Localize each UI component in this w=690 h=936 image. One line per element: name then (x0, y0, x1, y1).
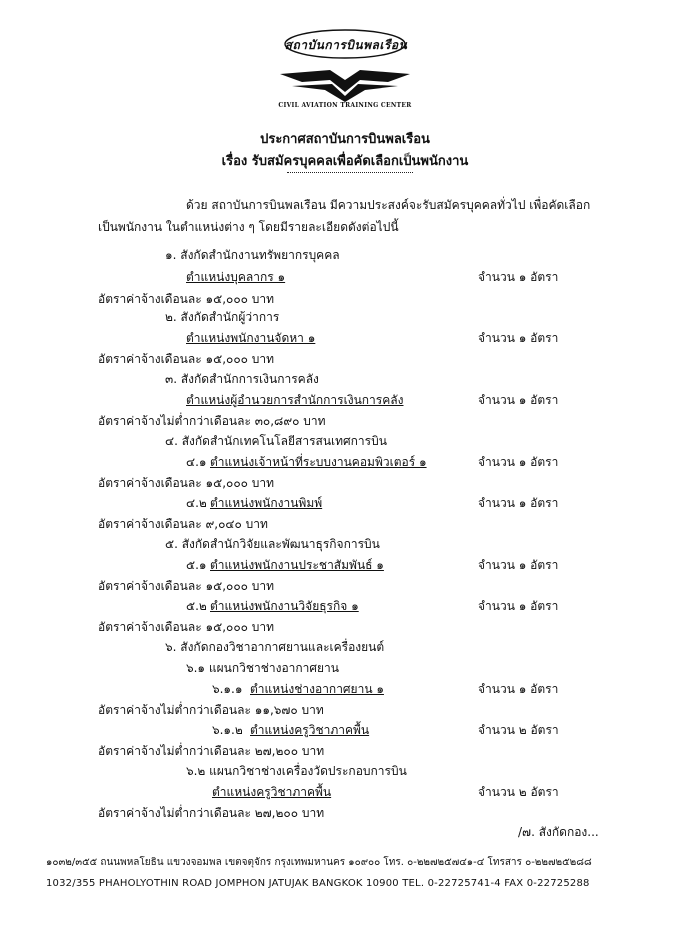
position-title: ตำแหน่งพนักงานจัดหา ๑ (186, 331, 316, 345)
logo-english-name: CIVIL AVIATION TRAINING CENTER (278, 102, 412, 109)
wage-text: อัตราค่าจ้างไม่ต่ำกว่าเดือนละ ๓๐,๘๙๐ บาท (98, 414, 326, 428)
section-heading: ๒. สังกัดสำนักผู้ว่าการ (165, 310, 280, 324)
section-6-1-division-row (0, 659, 690, 679)
wage-text: อัตราค่าจ้างเดือนละ ๑๕,๐๐๐ บาท (98, 292, 275, 306)
wage-text: อัตราค่าจ้างไม่ต่ำกว่าเดือนละ ๒๗,๒๐๐ บาท (98, 744, 325, 758)
position-title: ตำแหน่งพนักงานพิมพ์ (210, 496, 323, 510)
section-5-1-wage-row (0, 577, 690, 597)
section-3-position-row (0, 391, 690, 411)
section-3-wage-row (0, 412, 690, 432)
position-count: จำนวน ๒ อัตรา (478, 785, 559, 799)
wage-text: อัตราค่าจ้างเดือนละ ๙,๐๔๐ บาท (98, 517, 268, 531)
section-2-position-row (0, 329, 690, 349)
section-heading: ๓. สังกัดสำนักการเงินการคลัง (165, 372, 319, 386)
position-number: ๕.๑ (186, 558, 207, 572)
section-5-1-position-row (0, 556, 690, 576)
section-6-1-1-position-row (0, 680, 690, 700)
wage-text: อัตราค่าจ้างไม่ต่ำกว่าเดือนละ ๑๑,๖๗๐ บาท (98, 703, 324, 717)
position-number: ๕.๒ (186, 599, 207, 613)
position-count: จำนวน ๑ อัตรา (478, 270, 559, 284)
position-title: ตำแหน่งผู้อำนวยการสำนักการเงินการคลัง (186, 393, 404, 407)
section-6-1-1-wage-row (0, 701, 690, 721)
intro-line-2: เป็นพนักงาน ในตำแหน่งต่าง ๆ โดยมีรายละเอียดดังต่อไปนี้ (98, 220, 399, 234)
position-count: จำนวน ๑ อัตรา (478, 558, 559, 572)
section-1-position-row (0, 268, 690, 288)
section-5-2-wage-row (0, 618, 690, 638)
position-count: จำนวน ๑ อัตรา (478, 682, 559, 696)
section-heading: ๕. สังกัดสำนักวิจัยและพัฒนาธุรกิจการบิน (165, 537, 380, 551)
section-6-2-wage-row (0, 804, 690, 824)
wage-text: อัตราค่าจ้างเดือนละ ๑๕,๐๐๐ บาท (98, 620, 275, 634)
section-6-2-position-row (0, 783, 690, 803)
wage-text: อัตราค่าจ้างเดือนละ ๑๕,๐๐๐ บาท (98, 579, 275, 593)
catc-logo (270, 22, 420, 112)
position-count: จำนวน ๒ อัตรา (478, 723, 559, 737)
position-title: ตำแหน่งบุคลากร ๑ (186, 270, 286, 284)
section-heading: ๔. สังกัดสำนักเทคโนโลยีสารสนเทศการบิน (165, 434, 387, 448)
section-2-heading-row (0, 308, 690, 328)
position-count: จำนวน ๑ อัตรา (478, 496, 559, 510)
footer-address-thai: ๑๐๓๒/๓๕๕ ถนนพหลโยธิน แขวงจอมพล เขตจตุจักร กรุงเทพมหานคร ๑๐๙๐๐ โทร. ๐-๒๒๗๒๕๗๔๑-๔ โทรสาร ๐-๒๒๗๒๕๒๘๘ (46, 857, 592, 868)
continuation-marker: /๗. สังกัดกอง... (518, 825, 599, 839)
section-6-heading-row (0, 638, 690, 658)
position-title: ตำแหน่งพนักงานประชาสัมพันธ์ ๑ (210, 558, 384, 572)
section-4-1-wage-row (0, 474, 690, 494)
position-number: ๔.๒ (186, 496, 207, 510)
section-6-2-division-row (0, 762, 690, 782)
wage-text: อัตราค่าจ้างเดือนละ ๑๕,๐๐๐ บาท (98, 476, 275, 490)
announcement-subject: เรื่อง รับสมัครบุคคลเพื่อคัดเลือกเป็นพนักงาน (221, 154, 469, 169)
section-5-heading-row (0, 535, 690, 555)
section-4-2-position-row (0, 494, 690, 514)
title-divider (287, 172, 413, 173)
logo-thai-name: สถาบันการบินพลเรือน (284, 38, 408, 52)
section-4-2-wage-row (0, 515, 690, 535)
intro-line-1: ด้วย สถาบันการบินพลเรือน มีความประสงค์จะรับสมัครบุคคลทั่วไป เพื่อคัดเลือก (186, 198, 591, 212)
section-2-wage-row (0, 350, 690, 370)
position-count: จำนวน ๑ อัตรา (478, 455, 559, 469)
position-title: ตำแหน่งครูวิชาภาคพื้น (250, 723, 370, 737)
division-heading: ๖.๑ แผนกวิชาช่างอากาศยาน (186, 661, 339, 675)
position-number: ๖.๑.๒ (212, 723, 243, 737)
announcement-title: ประกาศสถาบันการบินพลเรือน (260, 132, 430, 147)
position-title: ตำแหน่งช่างอากาศยาน ๑ (250, 682, 384, 696)
wage-text: อัตราค่าจ้างไม่ต่ำกว่าเดือนละ ๒๗,๒๐๐ บาท (98, 806, 325, 820)
section-1-heading-row (0, 246, 690, 266)
division-heading: ๖.๒ แผนกวิชาช่างเครื่องวัดประกอบการบิน (186, 764, 407, 778)
position-number: ๔.๑ (186, 455, 207, 469)
position-number: ๖.๑.๑ (212, 682, 243, 696)
position-title: ตำแหน่งเจ้าหน้าที่ระบบงานคอมพิวเตอร์ ๑ (210, 455, 427, 469)
position-title: ตำแหน่งครูวิชาภาคพื้น (212, 785, 332, 799)
section-4-heading-row (0, 432, 690, 452)
position-count: จำนวน ๑ อัตรา (478, 331, 559, 345)
footer-address-english: 1032/355 PHAHOLYOTHIN ROAD JOMPHON JATUJAK BANGKOK 10900 TEL. 0-22725741-4 FAX 0-22725288 (46, 878, 590, 889)
section-6-1-2-wage-row (0, 742, 690, 762)
position-title: ตำแหน่งพนักงานวิจัยธุรกิจ ๑ (210, 599, 359, 613)
section-5-2-position-row (0, 597, 690, 617)
position-count: จำนวน ๑ อัตรา (478, 599, 559, 613)
section-heading: ๑. สังกัดสำนักงานทรัพยากรบุคคล (165, 248, 340, 262)
section-6-1-2-position-row (0, 721, 690, 741)
wage-text: อัตราค่าจ้างเดือนละ ๑๕,๐๐๐ บาท (98, 352, 275, 366)
section-1-wage-row (0, 290, 690, 310)
section-heading: ๖. สังกัดกองวิชาอากาศยานและเครื่องยนต์ (165, 640, 385, 654)
section-4-1-position-row (0, 453, 690, 473)
section-3-heading-row (0, 370, 690, 390)
position-count: จำนวน ๑ อัตรา (478, 393, 559, 407)
